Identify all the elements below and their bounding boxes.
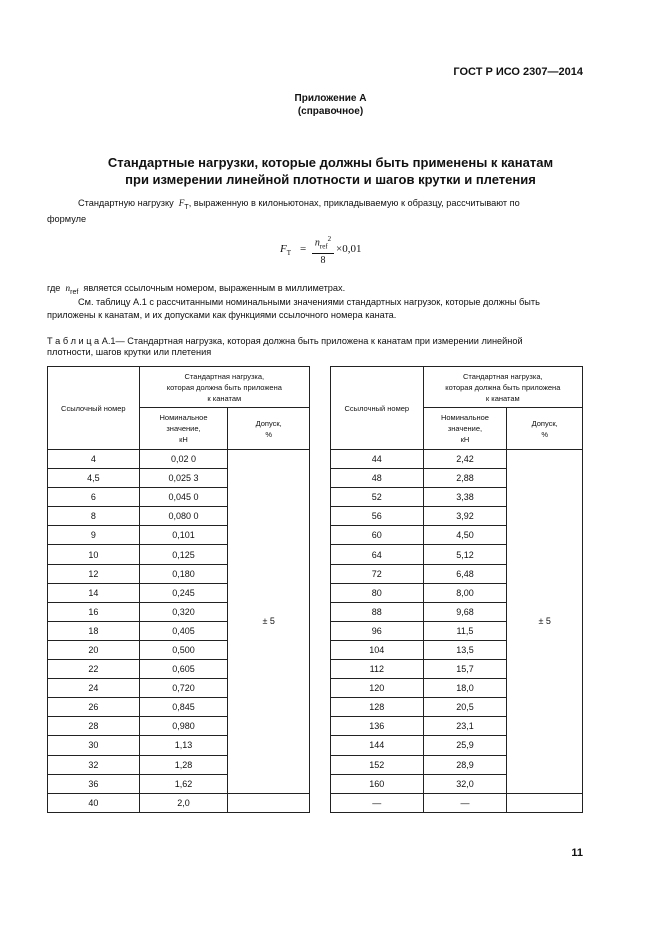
nominal-load-cell: 4,50: [423, 526, 507, 545]
nominal-load-cell: 0,845: [139, 698, 228, 717]
header-tolerance: Допуск, %: [228, 408, 310, 450]
table-row: [331, 450, 583, 469]
nominal-load-cell: 11,5: [423, 621, 507, 640]
table-caption: Т а б л и ц а А.1— Стандартная нагрузка, которая должна быть приложена к канатам при измерении линейной: [47, 336, 523, 346]
appendix-title: Приложение А: [294, 93, 367, 104]
table-left: [47, 366, 310, 813]
table-caption-line2: плотности, шагов крутки или плетения: [47, 347, 212, 357]
ref-number-cell: 120: [331, 679, 424, 698]
ref-number-cell: 152: [331, 755, 424, 774]
ref-number-cell: 36: [48, 774, 140, 793]
nominal-load-cell: 28,9: [423, 755, 507, 774]
ref-number-cell: 20: [48, 640, 140, 659]
ref-number-cell: 30: [48, 736, 140, 755]
paragraph-1-line2: формуле: [47, 214, 87, 224]
nominal-load-cell: 0,980: [139, 717, 228, 736]
nominal-load-cell: 5,12: [423, 545, 507, 564]
ref-number-cell: 4,5: [48, 469, 140, 488]
table-right: [330, 366, 583, 813]
ref-number-cell: 8: [48, 507, 140, 526]
nominal-load-cell: 1,62: [139, 774, 228, 793]
ref-number-cell: 16: [48, 602, 140, 621]
nominal-load-cell: 0,180: [139, 564, 228, 583]
nominal-load-cell: 1,13: [139, 736, 228, 755]
ref-number-cell: 60: [331, 526, 424, 545]
nominal-load-cell: 0,025 3: [139, 469, 228, 488]
ref-number-cell: 22: [48, 660, 140, 679]
paragraph-3-line2: приложены к канатам, и их допусками как функциями ссылочного номера каната.: [47, 310, 397, 320]
ref-number-cell: 10: [48, 545, 140, 564]
ref-number-cell: 40: [48, 793, 140, 812]
section-title-line1: Стандартные нагрузки, которые должны быть применены к канатам: [107, 155, 554, 170]
ref-number-cell: 112: [331, 660, 424, 679]
ref-number-cell: 26: [48, 698, 140, 717]
nominal-load-cell: 0,125: [139, 545, 228, 564]
nominal-load-cell: 2,0: [139, 793, 228, 812]
header-nominal: Номинальное значение, кН: [423, 408, 507, 450]
table-row: [48, 793, 310, 812]
nominal-load-cell: 0,02 0: [139, 450, 228, 469]
ref-number-cell: 12: [48, 564, 140, 583]
nominal-load-cell: 0,045 0: [139, 488, 228, 507]
nominal-load-cell: 0,320: [139, 602, 228, 621]
ref-number-cell: 80: [331, 583, 424, 602]
nominal-load-cell: 2,42: [423, 450, 507, 469]
tolerance-empty-cell: [228, 793, 310, 812]
tolerance-cell: ± 5: [507, 450, 583, 794]
nominal-load-cell: 0,101: [139, 526, 228, 545]
ref-number-cell: 18: [48, 621, 140, 640]
tolerance-cell: ± 5: [228, 450, 310, 794]
nominal-load-cell: —: [423, 793, 507, 812]
ref-number-cell: —: [331, 793, 424, 812]
page-number: 11: [571, 847, 583, 859]
ref-number-cell: 136: [331, 717, 424, 736]
load-formula: $F_T$ = $n_{ref}^2$ 8 ×0,01: [280, 232, 400, 270]
ref-number-cell: 14: [48, 583, 140, 602]
tolerance-empty-cell: [507, 793, 583, 812]
nominal-load-cell: 0,605: [139, 660, 228, 679]
nominal-load-cell: 18,0: [423, 679, 507, 698]
nominal-load-cell: 0,245: [139, 583, 228, 602]
nominal-load-cell: 13,5: [423, 640, 507, 659]
ref-number-cell: 28: [48, 717, 140, 736]
section-title: [40, 154, 621, 188]
ref-number-cell: 144: [331, 736, 424, 755]
header-group: Стандартная нагрузка, которая должна быть приложена к канатам: [139, 367, 309, 408]
nominal-load-cell: 20,5: [423, 698, 507, 717]
appendix-type: (справочное): [297, 106, 364, 117]
ref-number-cell: 6: [48, 488, 140, 507]
nominal-load-cell: 0,720: [139, 679, 228, 698]
ref-number-cell: 64: [331, 545, 424, 564]
ref-number-cell: 104: [331, 640, 424, 659]
paragraph-3-line1: См. таблицу А.1 с рассчитанными номинальными значениями стандартных нагрузок, которые должны быть: [78, 297, 540, 307]
header-group: Стандартная нагрузка, которая должна быть приложена к канатам: [423, 367, 582, 408]
nominal-load-cell: 3,92: [423, 507, 507, 526]
nominal-load-cell: 15,7: [423, 660, 507, 679]
ref-number-cell: 56: [331, 507, 424, 526]
ref-number-cell: 52: [331, 488, 424, 507]
nominal-load-cell: 3,38: [423, 488, 507, 507]
paragraph-1-line1: Стандартную нагрузку $F_T$, выраженную в килоньютонах, прикладываемую к образцу, рассчитывают по: [78, 198, 520, 211]
ref-number-cell: 88: [331, 602, 424, 621]
header-ref: Ссылочный номер: [48, 367, 140, 450]
header-tolerance: Допуск, %: [507, 408, 583, 450]
table-row: [331, 793, 583, 812]
ref-number-cell: 48: [331, 469, 424, 488]
table-row: [48, 450, 310, 469]
nominal-load-cell: 25,9: [423, 736, 507, 755]
ref-number-cell: 9: [48, 526, 140, 545]
nominal-load-cell: 2,88: [423, 469, 507, 488]
header-nominal: Номинальное значение, кН: [139, 408, 228, 450]
ref-number-cell: 44: [331, 450, 424, 469]
nominal-load-cell: 9,68: [423, 602, 507, 621]
ref-number-cell: 32: [48, 755, 140, 774]
ref-number-cell: 160: [331, 774, 424, 793]
nominal-load-cell: 0,080 0: [139, 507, 228, 526]
nominal-load-cell: 32,0: [423, 774, 507, 793]
ref-number-cell: 4: [48, 450, 140, 469]
ref-number-cell: 128: [331, 698, 424, 717]
nominal-load-cell: 0,405: [139, 621, 228, 640]
nominal-load-cell: 6,48: [423, 564, 507, 583]
header-ref: Ссылочный номер: [331, 367, 424, 450]
nominal-load-cell: 8,00: [423, 583, 507, 602]
nominal-load-cell: 0,500: [139, 640, 228, 659]
nominal-load-cell: 23,1: [423, 717, 507, 736]
formula-fraction: $n_{ref}^2$ 8: [312, 232, 334, 268]
ref-number-cell: 72: [331, 564, 424, 583]
document-code: ГОСТ Р ИСО 2307—2014: [453, 66, 583, 78]
ref-number-cell: 96: [331, 621, 424, 640]
nominal-load-cell: 1,28: [139, 755, 228, 774]
where-clause: где $n_{ref}$ является ссылочным номером, выраженным в миллиметрах.: [47, 283, 346, 296]
section-title-line2: при измерении линейной плотности и шагов крутки и плетения: [125, 172, 536, 187]
ref-number-cell: 24: [48, 679, 140, 698]
